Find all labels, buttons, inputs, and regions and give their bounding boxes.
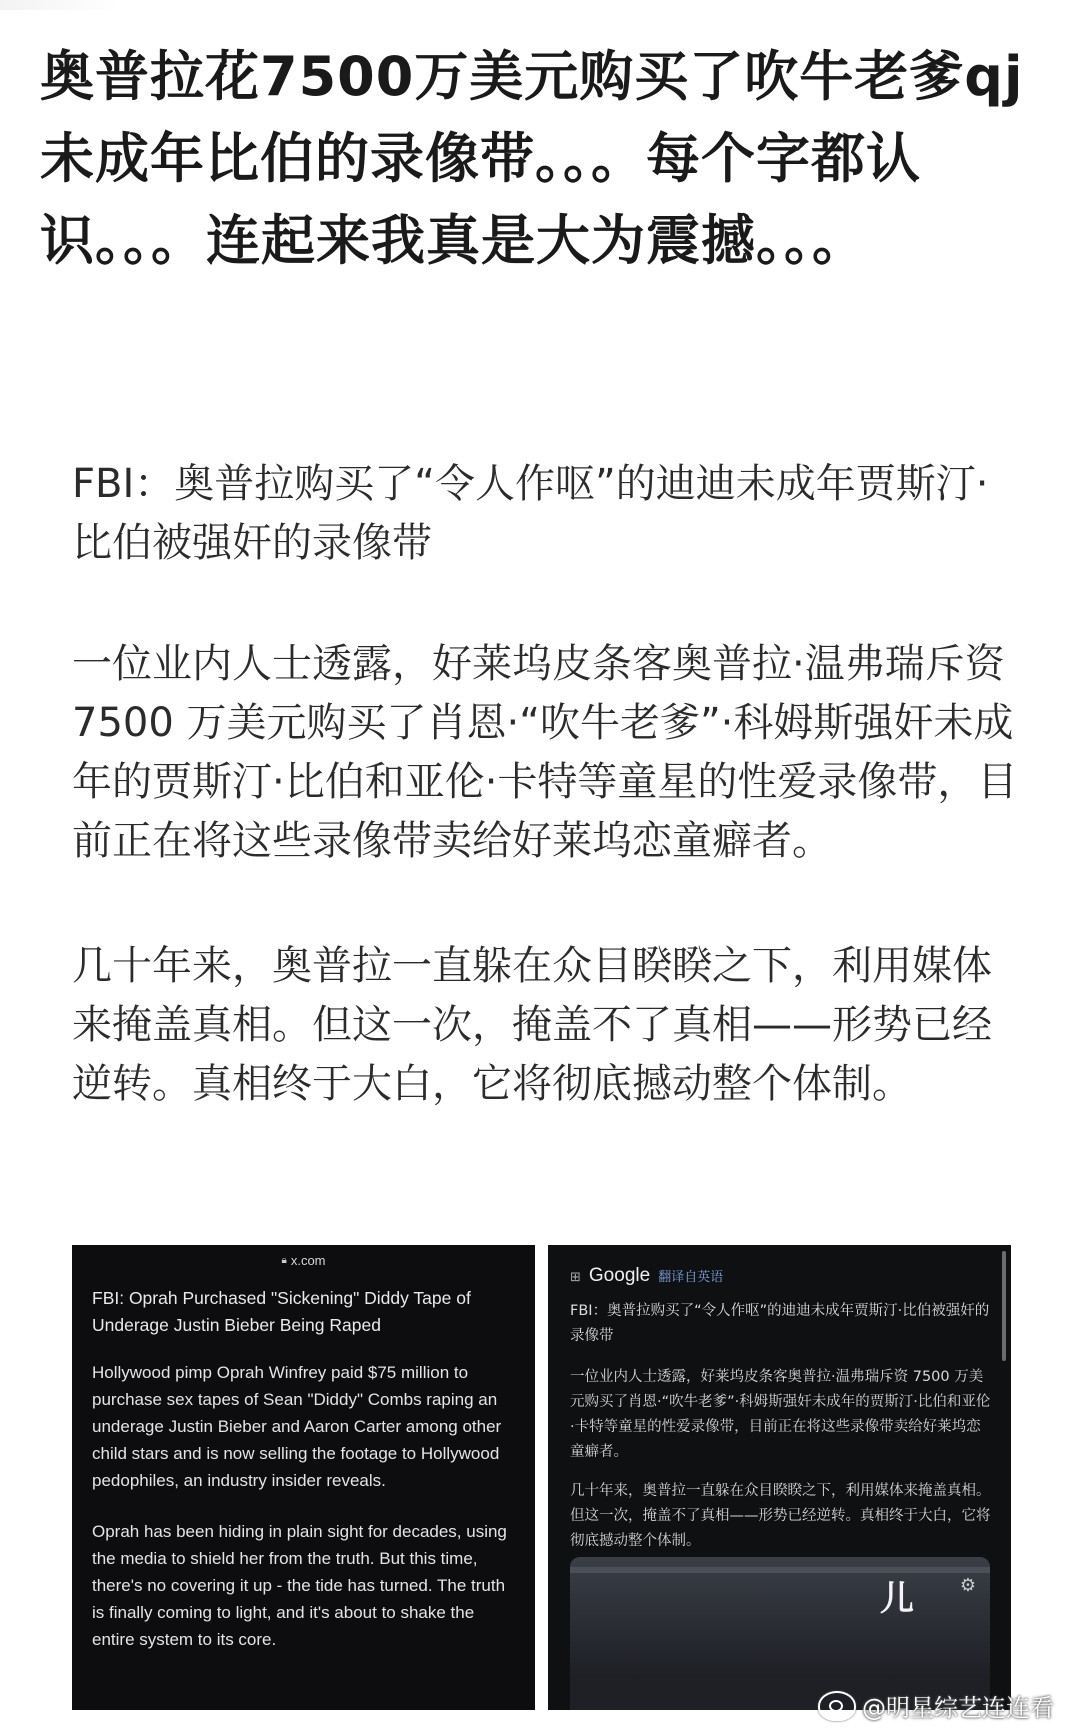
weibo-logo-icon — [818, 1691, 856, 1721]
article-title: FBI：奥普拉购买了“令人作呕”的迪迪未成年贾斯汀·比伯被强奸的录像带 — [72, 461, 989, 566]
top-edge-decoration — [0, 0, 120, 10]
screenshot-left-paragraph-2: Oprah has been hiding in plain sight for decades, using the media to shield her from the truth. But this time, there's no covering it up - the tide has turned. The truth is finally coming to light, and it's about to shake the entire system to its core. — [92, 1522, 507, 1649]
screenshot-right-title: FBI：奥普拉购买了“令人作呕”的迪迪未成年贾斯汀·比伯被强奸的录像带 — [570, 1303, 990, 1344]
url-text: x.com — [290, 1252, 326, 1268]
watermark — [818, 1688, 1054, 1723]
article-paragraph-2: 几十年来，奥普拉一直躲在众目睽睽之下，利用媒体来掩盖真相。但这一次，掩盖不了真相——形势已经逆转。真相终于大白，它将彻底撼动整个体制。 — [72, 943, 992, 1107]
translate-icon: ⊞ — [570, 1270, 581, 1285]
settings-icon: ⚙ — [959, 1575, 976, 1596]
article-translation — [72, 455, 1022, 1114]
lock-icon: 🔒︎ — [281, 1254, 287, 1266]
screenshot-left-title: FBI: Oprah Purchased "Sickening" Diddy Tape of Underage Justin Bieber Being Raped — [92, 1288, 471, 1335]
screenshot-x-post — [72, 1245, 535, 1710]
translate-header — [570, 1265, 1011, 1287]
url-bar — [72, 1245, 535, 1275]
screenshot-google-translate — [548, 1245, 1011, 1710]
post-headline: 奥普拉花7500万美元购买了吹牛老爹qj未成年比伯的录像带。。。每个字都认识。。。连起来我真是大为震撼。。。 — [40, 45, 1024, 272]
google-brand: Google — [588, 1265, 651, 1286]
video-logo-mark: 儿 — [880, 1580, 914, 1618]
scrollbar — [1002, 1251, 1006, 1361]
translate-label: 翻译自英语 — [658, 1270, 724, 1285]
watermark-text: @明星综艺连连看 — [862, 1694, 1054, 1722]
screenshot-right-paragraph-2: 几十年来，奥普拉一直躲在众目睽睽之下，利用媒体来掩盖真相。但这一次，掩盖不了真相——形势已经逆转。真相终于大白，它将彻底撼动整个体制。 — [570, 1483, 991, 1549]
screenshot-right-paragraph-1: 一位业内人士透露，好莱坞皮条客奥普拉·温弗瑞斥资 7500 万美元购买了肖恩·“吹牛老爹”·科姆斯强奸未成年的贾斯汀·比伯和亚伦·卡特等童星的性爱录像带，目前正在将这些录像带卖给好莱坞恋童癖者。 — [570, 1369, 991, 1460]
screenshot-left-paragraph-1: Hollywood pimp Oprah Winfrey paid $75 million to purchase sex tapes of Sean "Diddy" Combs raping an underage Justin Bieber and Aaron Carter among other child stars and is now selling the footage to Hollywood pedophiles, an industry insider reveals. — [92, 1363, 502, 1490]
article-paragraph-1: 一位业内人士透露，好莱坞皮条客奥普拉·温弗瑞斥资 7500 万美元购买了肖恩·“吹牛老爹”·科姆斯强奸未成年的贾斯汀·比伯和亚伦·卡特等童星的性爱录像带，目前正在将这些录像带卖给好莱坞恋童癖者。 — [72, 641, 1018, 864]
video-top-bar — [570, 1567, 990, 1573]
